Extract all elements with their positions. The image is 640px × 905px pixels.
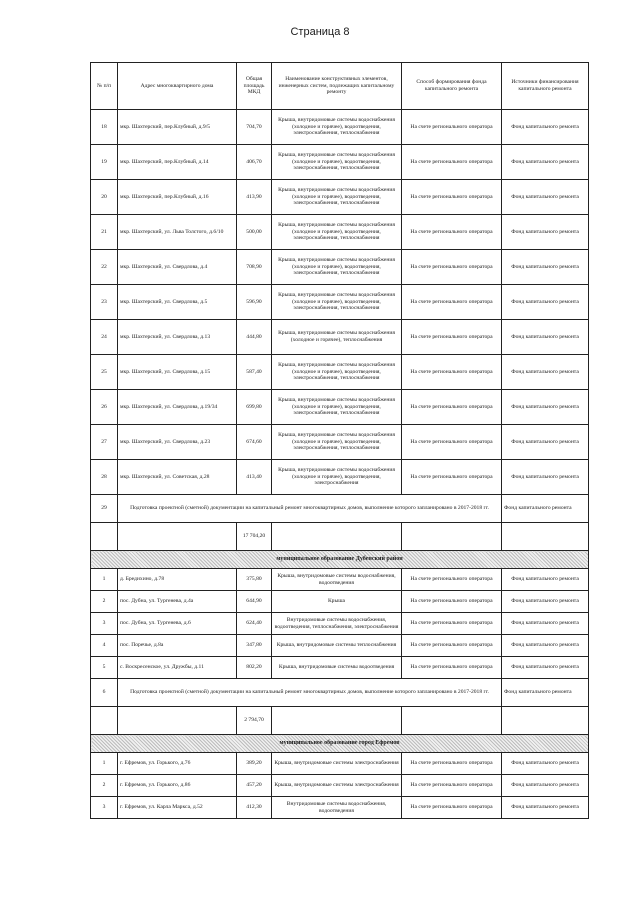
table-row xyxy=(91,591,589,613)
row-address: г. Ефремов, ул. Горького, д.86 xyxy=(118,775,237,797)
table-row xyxy=(91,355,589,390)
row-num: 29 xyxy=(91,495,118,523)
table-row xyxy=(91,775,589,797)
row-fund: Фонд капитального ремонта xyxy=(502,215,589,250)
table-row xyxy=(91,635,589,657)
row-elements: Крыша, внутридомовые системы водоснабжения (холодное и горячее), водоотведения, электроснабжения, теплоснабжения xyxy=(272,110,402,145)
row-num: 3 xyxy=(91,797,118,819)
row-num: 1 xyxy=(91,753,118,775)
table-row xyxy=(91,425,589,460)
row-fund: Фонд капитального ремонта xyxy=(502,753,589,775)
header-area: Общая площадь МКД xyxy=(237,63,272,110)
row-fund: Фонд капитального ремонта xyxy=(502,460,589,495)
row-elements: Крыша, внутридомовые системы водоснабжения (холодное и горячее), водоотведения, электроснабжения xyxy=(272,460,402,495)
row-num: 20 xyxy=(91,180,118,215)
row-area: 802,20 xyxy=(237,657,272,679)
table-row xyxy=(91,320,589,355)
row-num: 6 xyxy=(91,679,118,707)
row-address: с. Воскресенское, ул. Дружбы, д.11 xyxy=(118,657,237,679)
total-row xyxy=(91,707,589,735)
row-address: пос. Поречье, д.8а xyxy=(118,635,237,657)
row-method: На счете регионального оператора xyxy=(402,775,502,797)
row-address: мкр. Шахтерский, ул. Свердлова, д.13 xyxy=(118,320,237,355)
section-title: муниципальное образование Дубенский район xyxy=(91,551,589,569)
row-address: г. Ефремов, ул. Горького, д.76 xyxy=(118,753,237,775)
row-address: мкр. Шахтерский, ул. Свердлова, д.15 xyxy=(118,355,237,390)
row-fund: Фонд капитального ремонта xyxy=(502,110,589,145)
row-fund: Фонд капитального ремонта xyxy=(502,180,589,215)
row-area: 704,70 xyxy=(237,110,272,145)
row-address: мкр. Шахтерский, пер.Клубный, д.16 xyxy=(118,180,237,215)
row-num: 24 xyxy=(91,320,118,355)
row-method: На счете регионального оператора xyxy=(402,569,502,591)
row-method: На счете регионального оператора xyxy=(402,355,502,390)
row-fund: Фонд капитального ремонта xyxy=(502,495,589,523)
row-num: 3 xyxy=(91,613,118,635)
row-elements: Крыша, внутридомовые системы водоснабжения (холодное и горячее), теплоснабжения xyxy=(272,320,402,355)
row-area: 500,00 xyxy=(237,215,272,250)
table-row xyxy=(91,569,589,591)
row-elements: Крыша, внутридомовые системы электроснабжения xyxy=(272,753,402,775)
row-elements: Крыша, внутридомовые системы водоснабжения (холодное и горячее), водоотведения, электроснабжения, теплоснабжения xyxy=(272,180,402,215)
row-elements: Крыша, внутридомовые системы водоснабжения (холодное и горячее), водоотведения, электроснабжения, теплоснабжения xyxy=(272,215,402,250)
row-fund: Фонд капитального ремонта xyxy=(502,355,589,390)
row-fund: Фонд капитального ремонта xyxy=(502,591,589,613)
table-row xyxy=(91,797,589,819)
total-area: 2 794,70 xyxy=(237,707,272,735)
section-row xyxy=(91,735,589,753)
row-area: 406,70 xyxy=(237,145,272,180)
table-row xyxy=(91,657,589,679)
row-num: 26 xyxy=(91,390,118,425)
row-method: На счете регионального оператора xyxy=(402,285,502,320)
row-method: На счете регионального оператора xyxy=(402,215,502,250)
row-fund: Фонд капитального ремонта xyxy=(502,569,589,591)
row-num: 25 xyxy=(91,355,118,390)
table-row xyxy=(91,613,589,635)
total-row xyxy=(91,523,589,551)
row-area: 413,90 xyxy=(237,180,272,215)
row-method: На счете регионального оператора xyxy=(402,320,502,355)
row-area: 375,80 xyxy=(237,569,272,591)
table-row xyxy=(91,250,589,285)
row-address: мкр. Шахтерский, ул. Свердлова, д.23 xyxy=(118,425,237,460)
row-method: На счете регионального оператора xyxy=(402,145,502,180)
row-elements: Крыша, внутридомовые системы водоснабжения (холодное и горячее), водоотведения, электроснабжения, теплоснабжения xyxy=(272,390,402,425)
row-area: 587,40 xyxy=(237,355,272,390)
row-address: мкр. Шахтерский, ул. Свердлова, д.19/34 xyxy=(118,390,237,425)
row-fund: Фонд капитального ремонта xyxy=(502,679,589,707)
row-num: 2 xyxy=(91,591,118,613)
row-num: 1 xyxy=(91,569,118,591)
row-fund: Фонд капитального ремонта xyxy=(502,425,589,460)
row-num: 18 xyxy=(91,110,118,145)
row-elements: Крыша, внутридомовые системы водоснабжения (холодное и горячее), водоотведения, электроснабжения, теплоснабжения xyxy=(272,145,402,180)
row-method: На счете регионального оператора xyxy=(402,425,502,460)
row-fund: Фонд капитального ремонта xyxy=(502,797,589,819)
row-method: На счете регионального оператора xyxy=(402,797,502,819)
row-method: На счете регионального оператора xyxy=(402,460,502,495)
project-description: Подготовка проектной (сметной) документации на капитальный ремонт многоквартирных домов, выполнение которого запланировано в 2017-2018 гг. xyxy=(118,495,502,523)
row-area: 596,90 xyxy=(237,285,272,320)
row-area: 644,90 xyxy=(237,591,272,613)
row-elements: Крыша, внутридомовые системы водоотведения xyxy=(272,657,402,679)
row-num: 5 xyxy=(91,657,118,679)
row-method: На счете регионального оператора xyxy=(402,635,502,657)
row-elements: Крыша, внутридомовые системы теплоснабжения xyxy=(272,635,402,657)
row-address: мкр. Шахтерский, ул. Льва Толстого, д.6/10 xyxy=(118,215,237,250)
table-row xyxy=(91,215,589,250)
row-area: 389,20 xyxy=(237,753,272,775)
row-fund: Фонд капитального ремонта xyxy=(502,657,589,679)
row-fund: Фонд капитального ремонта xyxy=(502,145,589,180)
row-elements: Крыша, внутридомовые системы водоснабжения (холодное и горячее), водоотведения, электроснабжения, теплоснабжения xyxy=(272,355,402,390)
row-method: На счете регионального оператора xyxy=(402,390,502,425)
row-address: г. Ефремов, ул. Карла Маркса, д.52 xyxy=(118,797,237,819)
row-address: пос. Дубна, ул. Тургенева, д.4а xyxy=(118,591,237,613)
row-method: На счете регионального оператора xyxy=(402,591,502,613)
row-area: 413,40 xyxy=(237,460,272,495)
section-title: муниципальное образование город Ефремов xyxy=(91,735,589,753)
row-elements: Крыша, внутридомовые системы водоснабжения (холодное и горячее), водоотведения, электроснабжения, теплоснабжения xyxy=(272,285,402,320)
row-address: мкр. Шахтерский, ул. Советская, д.28 xyxy=(118,460,237,495)
row-num: 22 xyxy=(91,250,118,285)
row-fund: Фонд капитального ремонта xyxy=(502,285,589,320)
header-source: Источники финансирования капитального ремонта xyxy=(502,63,589,110)
table-row xyxy=(91,285,589,320)
row-address: мкр. Шахтерский, пер.Клубный, д.14 xyxy=(118,145,237,180)
row-elements: Крыша, внутридомовые системы водоснабжения (холодное и горячее), водоотведения, электроснабжения, теплоснабжения xyxy=(272,425,402,460)
header-num: № п/п xyxy=(91,63,118,110)
row-num: 4 xyxy=(91,635,118,657)
row-area: 347,80 xyxy=(237,635,272,657)
row-elements: Крыша, внутридомовые системы водоснабжения (холодное и горячее), водоотведения, электроснабжения, теплоснабжения xyxy=(272,250,402,285)
row-fund: Фонд капитального ремонта xyxy=(502,635,589,657)
row-area: 412,30 xyxy=(237,797,272,819)
section-row xyxy=(91,551,589,569)
page-title: Страница 8 xyxy=(290,26,350,38)
row-area: 457,20 xyxy=(237,775,272,797)
row-area: 674,60 xyxy=(237,425,272,460)
row-elements: Внутридомовые системы водоснабжения, водоотведения xyxy=(272,797,402,819)
project-description: Подготовка проектной (сметной) документации на капитальный ремонт многоквартирных домов, выполнение которого запланировано в 2017-2018 гг. xyxy=(118,679,502,707)
row-address: д. Бредихино, д.78 xyxy=(118,569,237,591)
row-method: На счете регионального оператора xyxy=(402,657,502,679)
row-fund: Фонд капитального ремонта xyxy=(502,250,589,285)
row-area: 708,90 xyxy=(237,250,272,285)
table-row xyxy=(91,460,589,495)
row-area: 699,80 xyxy=(237,390,272,425)
table-row xyxy=(91,145,589,180)
row-elements: Крыша, внутридомовые системы водоснабжения, водоотведения xyxy=(272,569,402,591)
table-row xyxy=(91,753,589,775)
row-fund: Фонд капитального ремонта xyxy=(502,320,589,355)
table-row xyxy=(91,180,589,215)
row-fund: Фонд капитального ремонта xyxy=(502,775,589,797)
header-method: Способ формирования фонда капитального ремонта xyxy=(402,63,502,110)
header-address: Адрес многоквартирного дома xyxy=(118,63,237,110)
row-address: мкр. Шахтерский, ул. Свердлова, д.4 xyxy=(118,250,237,285)
row-num: 23 xyxy=(91,285,118,320)
row-method: На счете регионального оператора xyxy=(402,250,502,285)
table-row xyxy=(91,390,589,425)
row-address: пос. Дубна, ул. Тургенева, д.6 xyxy=(118,613,237,635)
row-num: 2 xyxy=(91,775,118,797)
row-elements: Крыша, внутридомовые системы электроснабжения xyxy=(272,775,402,797)
row-method: На счете регионального оператора xyxy=(402,110,502,145)
row-area: 444,80 xyxy=(237,320,272,355)
repair-program-table xyxy=(90,62,589,819)
project-row xyxy=(91,679,589,707)
row-elements: Крыша xyxy=(272,591,402,613)
row-area: 624,40 xyxy=(237,613,272,635)
row-num: 27 xyxy=(91,425,118,460)
row-method: На счете регионального оператора xyxy=(402,180,502,215)
row-elements: Внутридомовые системы водоснабжения, водоотведения, теплоснабжения, электроснабжения xyxy=(272,613,402,635)
row-fund: Фонд капитального ремонта xyxy=(502,613,589,635)
row-method: На счете регионального оператора xyxy=(402,753,502,775)
row-method: На счете регионального оператора xyxy=(402,613,502,635)
row-num: 19 xyxy=(91,145,118,180)
row-fund: Фонд капитального ремонта xyxy=(502,390,589,425)
header-elements: Наименование конструктивных элементов, инженерных систем, подлежащих капитальному ремонту xyxy=(272,63,402,110)
total-area: 17 704,20 xyxy=(237,523,272,551)
project-row xyxy=(91,495,589,523)
row-num: 21 xyxy=(91,215,118,250)
row-address: мкр. Шахтерский, ул. Свердлова, д.5 xyxy=(118,285,237,320)
row-num: 28 xyxy=(91,460,118,495)
table-header-row xyxy=(91,63,589,110)
table-row xyxy=(91,110,589,145)
row-address: мкр. Шахтерский, пер.Клубный, д.9/5 xyxy=(118,110,237,145)
